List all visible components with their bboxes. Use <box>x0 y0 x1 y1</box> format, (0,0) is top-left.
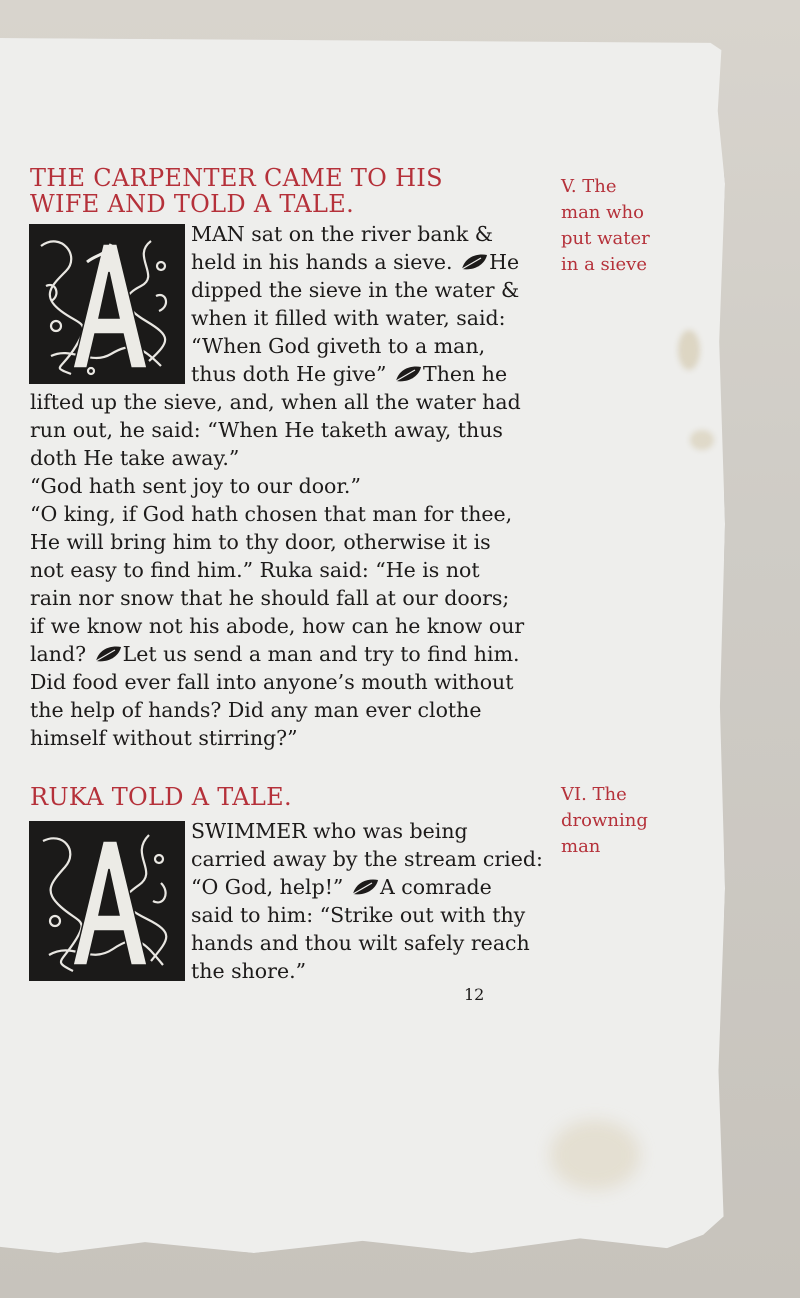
side-note-line: in a sieve <box>561 254 647 275</box>
leaf-ornament-icon <box>93 644 123 664</box>
leaf-ornament-icon <box>350 877 380 897</box>
decorated-initial-a-icon <box>29 224 185 384</box>
side-note-line: VI. The <box>561 784 627 805</box>
foxing-stain <box>690 430 714 450</box>
text-line: the help of hands? Did any man ever clothe <box>30 698 482 722</box>
section-heading-line: THE CARPENTER CAME TO HIS <box>30 164 443 192</box>
section-heading-line: WIFE AND TOLD A TALE. <box>30 190 355 218</box>
text-line: SWIMMER who was being <box>191 819 468 843</box>
text-line <box>30 640 520 668</box>
text-line <box>191 360 507 388</box>
leaf-ornament-icon <box>459 252 489 272</box>
foxing-stain <box>550 1120 640 1190</box>
side-note-line: man <box>561 836 601 857</box>
side-note-line: drowning <box>561 810 648 831</box>
text-line: dipped the sieve in the water & <box>191 278 520 302</box>
side-note-line: put water <box>561 228 650 249</box>
side-note <box>561 174 650 278</box>
leaf-ornament-icon <box>393 364 423 384</box>
text-line: He will bring him to thy door, otherwise it is <box>30 530 491 554</box>
text-line: rain nor snow that he should fall at our doors; <box>30 586 510 610</box>
text-fragment: land? <box>30 642 87 666</box>
text-line: himself without stirring?” <box>30 726 298 750</box>
text-fragment: He <box>489 250 520 274</box>
side-note <box>561 782 648 860</box>
page-number: 12 <box>464 985 485 1004</box>
text-line: run out, he said: “When He taketh away, thus <box>30 418 503 442</box>
foxing-stain <box>678 330 700 370</box>
section-heading-line: RUKA TOLD A TALE. <box>30 783 292 811</box>
text-fragment: thus doth He give” <box>191 362 387 386</box>
text-line: if we know not his abode, how can he know our <box>30 614 525 638</box>
text-line <box>191 873 492 901</box>
text-fragment: Then he <box>423 362 508 386</box>
text-fragment: A comrade <box>379 875 492 899</box>
text-line <box>191 248 519 276</box>
text-fragment: Let us send a man and try to find him. <box>122 642 520 666</box>
text-line: Did food ever fall into anyone’s mouth without <box>30 670 514 694</box>
text-fragment: held in his hands a sieve. <box>191 250 453 274</box>
text-line: “O king, if God hath chosen that man for thee, <box>30 502 513 526</box>
text-line: when it filled with water, said: <box>191 306 506 330</box>
text-line: hands and thou wilt safely reach <box>191 931 530 955</box>
text-line: carried away by the stream cried: <box>191 847 543 871</box>
text-line: lifted up the sieve, and, when all the water had <box>30 390 521 414</box>
side-note-line: man who <box>561 202 644 223</box>
text-line: the shore.” <box>191 959 307 983</box>
text-fragment: “O God, help!” <box>191 875 344 899</box>
text-line: “When God giveth to a man, <box>191 334 486 358</box>
decorated-initial-a-icon <box>29 821 185 981</box>
text-line: doth He take away.” <box>30 446 240 470</box>
text-line: said to him: “Strike out with thy <box>191 903 526 927</box>
side-note-line: V. The <box>561 176 617 197</box>
text-line: MAN sat on the river bank & <box>191 222 494 246</box>
text-line: not easy to find him.” Ruka said: “He is not <box>30 558 480 582</box>
text-line: “God hath sent joy to our door.” <box>30 474 361 498</box>
